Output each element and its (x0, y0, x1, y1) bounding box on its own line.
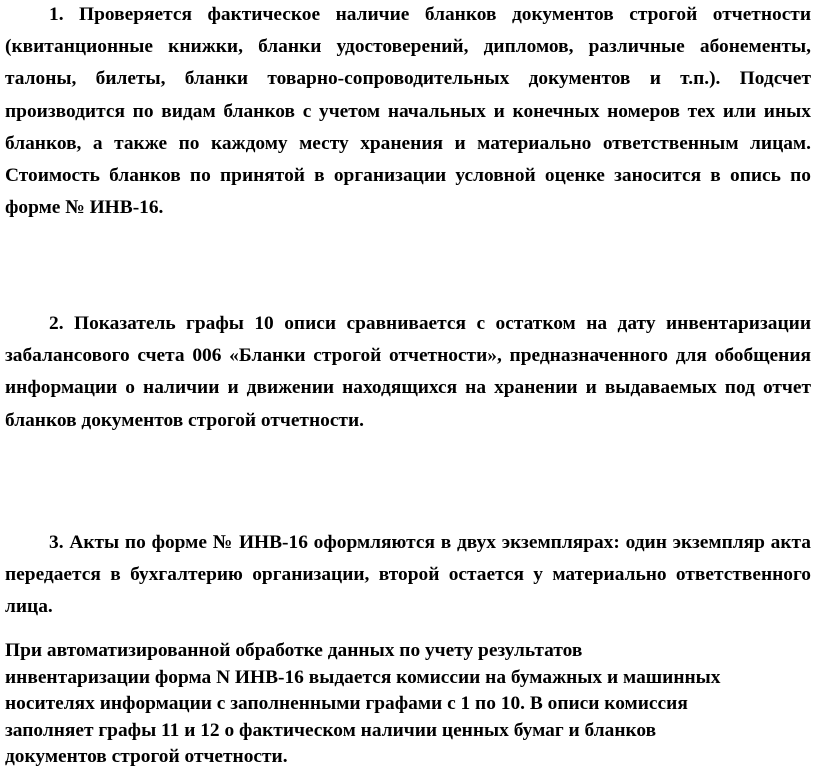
paragraph-1: 1. Проверяется фактическое наличие бланков документов строгой отчетности (квитанционные книжки, бланки удостоверений, дипломов, различные абонементы, талоны, билеты, бланки товарно-сопроводительных документов и т.п.). Подсчет производится по видам бланков с учетом начальных и конечных номеров тех или иных бланков, а также по каждому месту хранения и материально ответственным лицам. Стоимость бланков по принятой в организации условной оценке заносится в опись по форме № ИНВ-16. (5, 4, 811, 219)
paragraph-4: При автоматизированной обработке данных по учету результатов инвентаризации форма N ИНВ-16 выдается комиссии на бумажных и машинных носителях информации с заполненными графами с 1 по 10. В описи комиссия заполняет графы 11 и 12 о фактическом наличии ценных бумаг и бланков документов строгой отчетности. (5, 640, 721, 767)
paragraph-3: 3. Акты по форме № ИНВ-16 оформляются в двух экземплярах: один экземпляр акта передается в бухгалтерию организации, второй остается у материально ответственного лица. (5, 532, 811, 618)
paragraph-2: 2. Показатель графы 10 описи сравнивается с остатком на дату инвентаризации забалансового счета 006 «Бланки строгой отчетности», предназначенного для обобщения информации о наличии и движении находящихся на хранении и выдаваемых под отчет бланков документов строгой отчетности. (5, 313, 811, 431)
